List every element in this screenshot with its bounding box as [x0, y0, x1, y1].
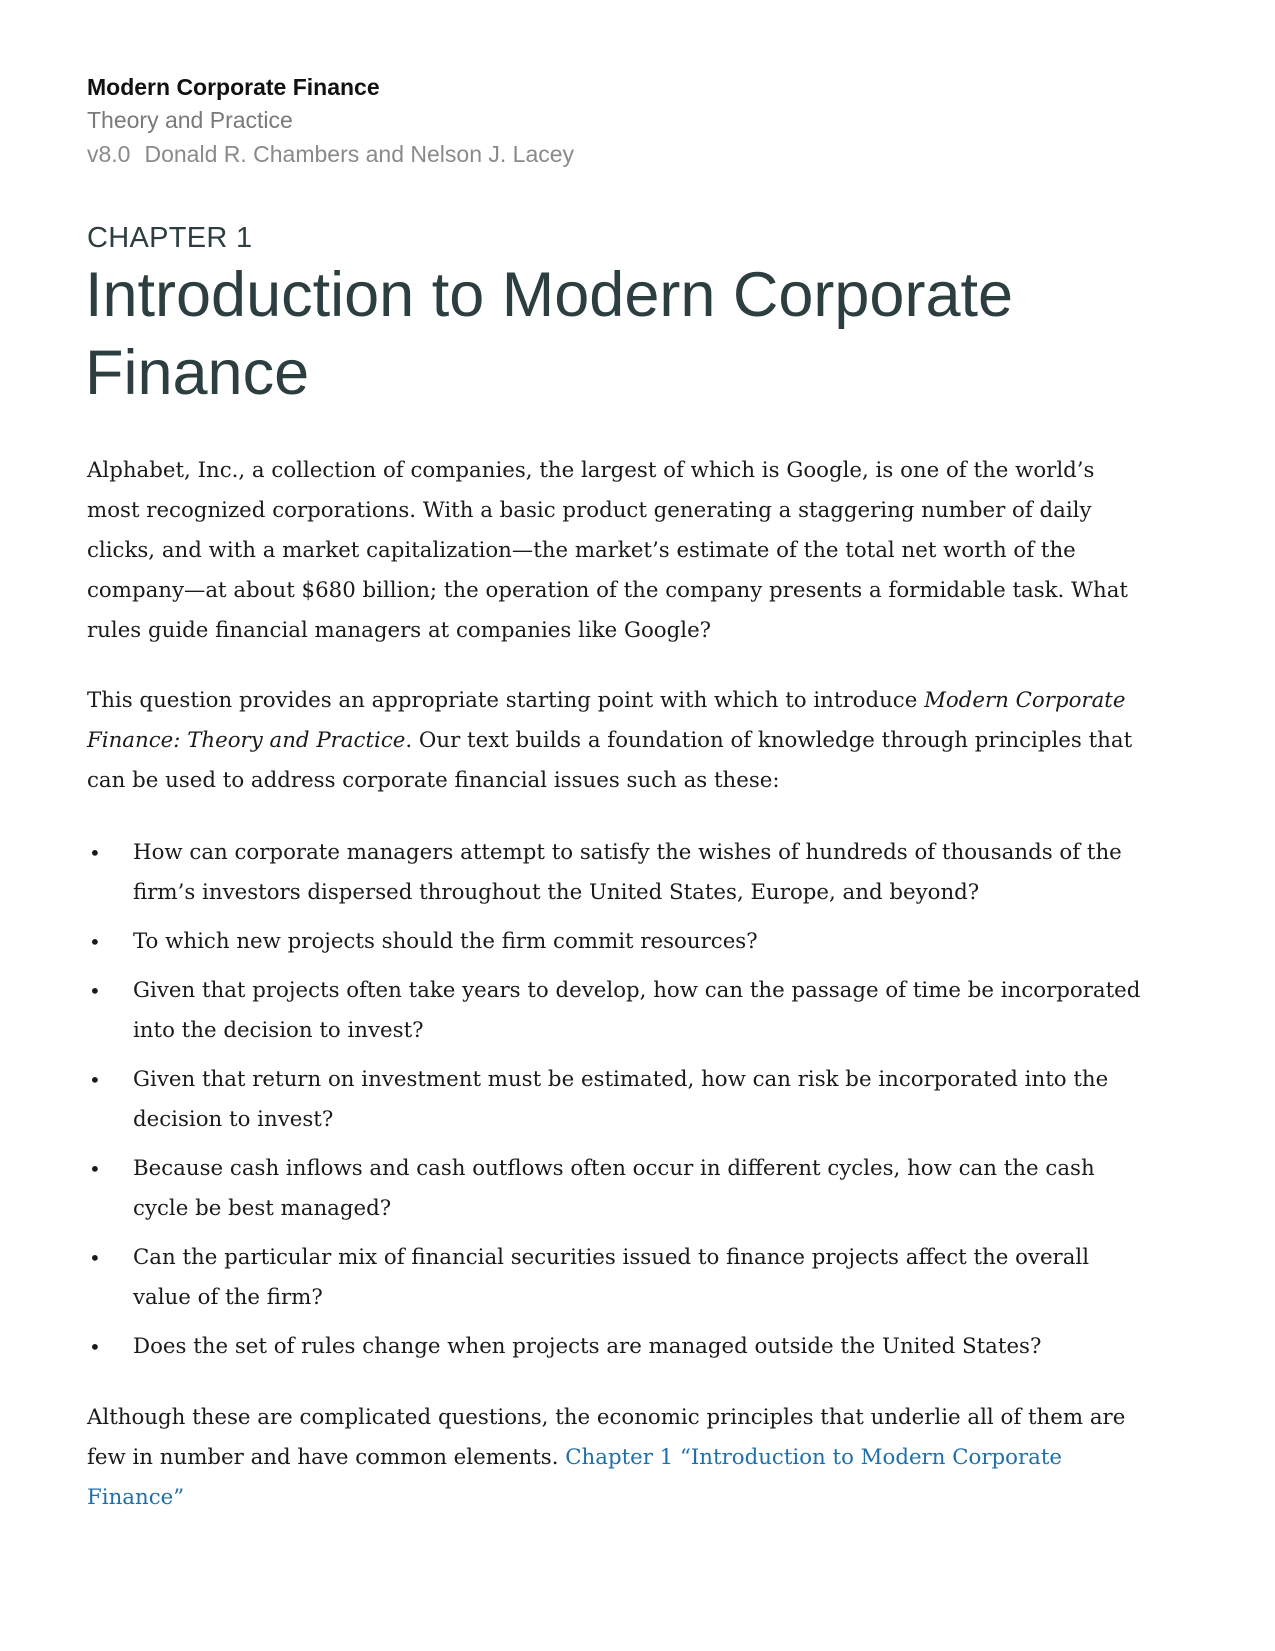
paragraph-conclusion — [87, 1398, 1147, 1518]
bullet-icon: • — [89, 979, 101, 1003]
list-item-text: To which new projects should the firm commit resources? — [133, 929, 758, 954]
paragraph-question — [87, 681, 1147, 801]
list-item — [87, 1238, 1147, 1318]
list-item-text: Can the particular mix of financial securities issued to finance projects affect the overall value of the firm? — [133, 1245, 1090, 1310]
bullet-icon: • — [89, 1157, 101, 1181]
chapter-title: Introduction to Modern Corporate Finance — [85, 260, 1014, 408]
book-title: Modern Corporate Finance — [87, 74, 380, 100]
book-subtitle: Theory and Practice — [87, 107, 293, 133]
bullet-icon: • — [89, 1068, 101, 1092]
list-item — [87, 971, 1147, 1051]
list-item — [87, 833, 1147, 913]
list-item-text: Does the set of rules change when projects are managed outside the United States? — [133, 1334, 1042, 1359]
paragraph-question-end: . Our text builds a foundation of knowledge through principles that can be used to address corporate financial issues such as these: — [87, 728, 1133, 793]
chapter-label: CHAPTER 1 — [87, 222, 253, 254]
chapter-link[interactable]: Chapter 1 “Introduction to Modern Corporate Finance” — [87, 1445, 1063, 1510]
bullet-icon: • — [89, 841, 101, 865]
list-item — [87, 1149, 1147, 1229]
book-meta — [87, 141, 574, 168]
book-authors: Donald R. Chambers and Nelson J. Lacey — [144, 141, 575, 167]
paragraph-question-start: This question provides an appropriate starting point with which to introduce — [87, 688, 925, 713]
bullet-icon: • — [89, 1335, 101, 1359]
list-item — [87, 1327, 1147, 1367]
list-item — [87, 922, 1147, 962]
paragraph-intro: Alphabet, Inc., a collection of companies, the largest of which is Google, is one of the world’s most recognized corporations. With a basic product generating a staggering number of daily clicks, and with a market capitalization—the market’s estimate of the total net worth of the company—at about $680 billion; the operation of the company presents a formidable task. What rules guide financial managers at companies like Google? — [87, 458, 1128, 643]
document-page — [87, 0, 1187, 1651]
list-item-text: How can corporate managers attempt to satisfy the wishes of hundreds of thousands of the firm’s investors dispersed throughout the United States, Europe, and beyond? — [133, 840, 1122, 905]
list-item-text: Given that return on investment must be estimated, how can risk be incorporated into the decision to invest? — [133, 1067, 1109, 1132]
book-version: v8.0 — [87, 141, 131, 167]
bullet-icon: • — [89, 930, 101, 954]
bullet-icon: • — [89, 1246, 101, 1270]
issues-list — [87, 833, 1147, 1376]
list-item-text: Because cash inflows and cash outflows often occur in different cycles, how can the cash cycle be best managed? — [133, 1156, 1095, 1221]
list-item — [87, 1060, 1147, 1140]
book-title-italic: Modern Corporate Finance: Theory and Practice — [87, 688, 1126, 753]
paragraph-conclusion-text: Although these are complicated questions, the economic principles that underlie all of them are few in number and have common elements. — [87, 1405, 1126, 1470]
list-item-text: Given that projects often take years to develop, how can the passage of time be incorporated into the decision to invest? — [133, 978, 1141, 1043]
